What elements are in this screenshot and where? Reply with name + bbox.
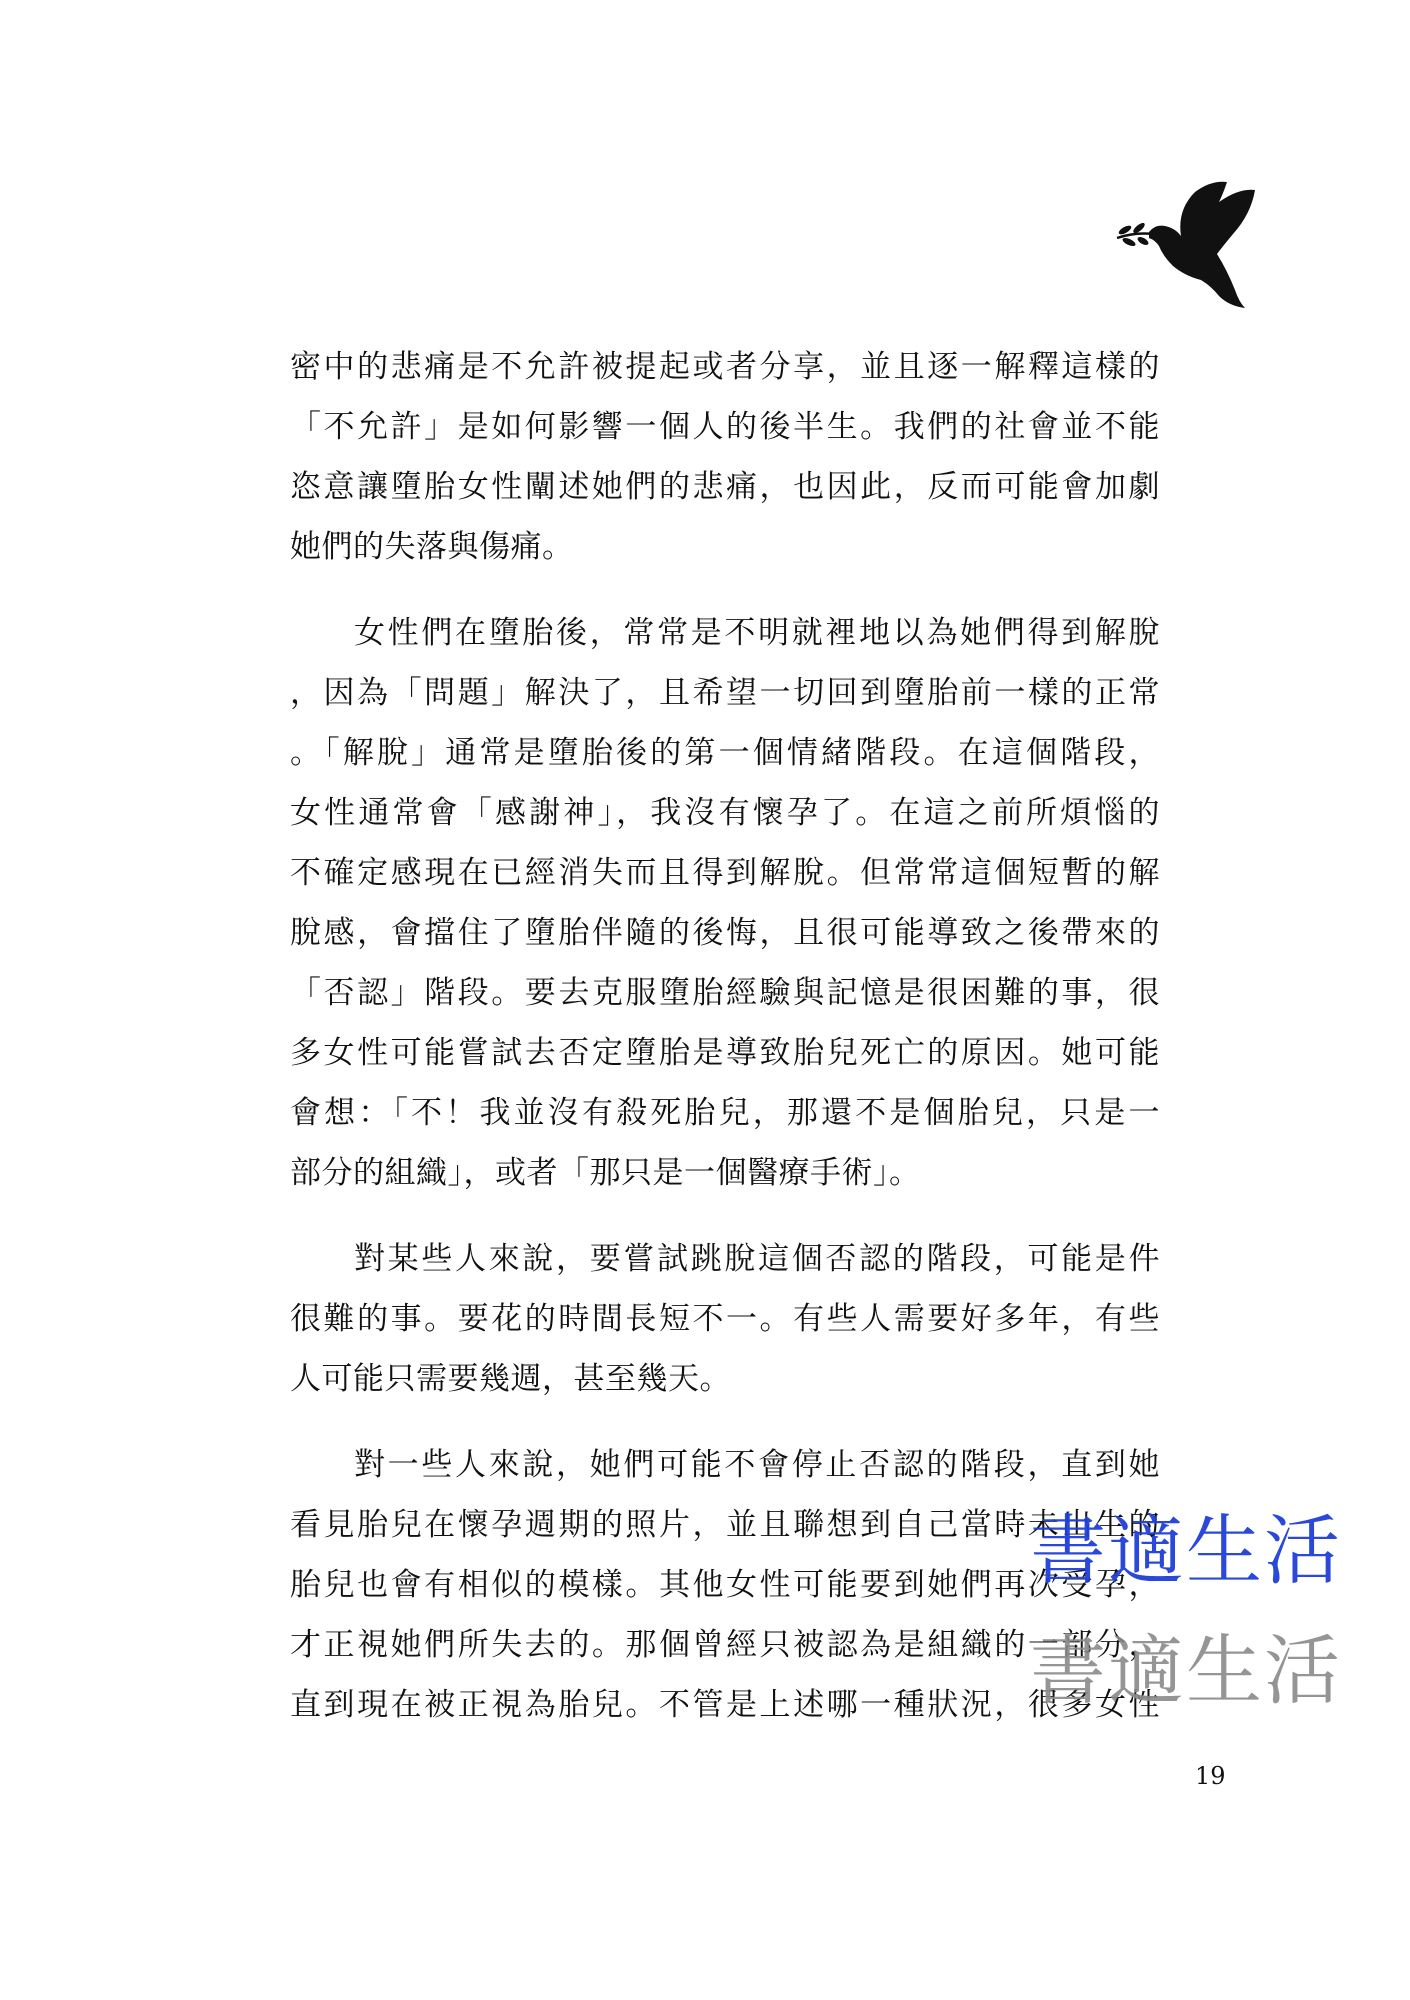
text-line: ，因為「問題」解決了，且希望一切回到墮胎前一樣的正常 bbox=[290, 675, 1160, 711]
text-line: 脫感，會擋住了墮胎伴隨的後悔，且很可能導致之後帶來的 bbox=[290, 915, 1160, 951]
text-line: 她們的失落與傷痛。 bbox=[290, 529, 574, 565]
text-line: 人可能只需要幾週，甚至幾天。 bbox=[290, 1361, 731, 1397]
text-line: 看見胎兒在懷孕週期的照片，並且聯想到自己當時未出生的 bbox=[290, 1507, 1160, 1543]
text-line: 很難的事。要花的時間長短不一。有些人需要好多年，有些 bbox=[290, 1301, 1160, 1337]
dove-with-olive-branch-icon bbox=[1115, 180, 1260, 310]
text-line: 胎兒也會有相似的模樣。其他女性可能要到她們再次受孕， bbox=[290, 1567, 1160, 1603]
text-line: 。「解脫」通常是墮胎後的第一個情緒階段。在這個階段， bbox=[290, 735, 1160, 771]
watermark-gray: 書適生活 bbox=[1030, 1626, 1342, 1715]
text-line: 女性們在墮胎後，常常是不明就裡地以為她們得到解脫 bbox=[354, 615, 1160, 651]
text-line: 對一些人來說，她們可能不會停止否認的階段，直到她 bbox=[354, 1447, 1160, 1483]
text-line: 恣意讓墮胎女性闡述她們的悲痛，也因此，反而可能會加劇 bbox=[290, 469, 1160, 505]
text-line: 「否認」階段。要去克服墮胎經驗與記憶是很困難的事，很 bbox=[290, 975, 1160, 1011]
text-line: 「不允許」是如何影響一個人的後半生。我們的社會並不能 bbox=[290, 409, 1160, 445]
text-line: 對某些人來說，要嘗試跳脫這個否認的階段，可能是件 bbox=[354, 1241, 1160, 1277]
text-line: 會想：「不！我並沒有殺死胎兒，那還不是個胎兒，只是一 bbox=[290, 1095, 1160, 1131]
text-line: 多女性可能嘗試去否定墮胎是導致胎兒死亡的原因。她可能 bbox=[290, 1035, 1160, 1071]
text-line: 女性通常會「感謝神」，我沒有懷孕了。在這之前所煩惱的 bbox=[290, 795, 1160, 831]
text-line: 才正視她們所失去的。那個曾經只被認為是組織的一部分， bbox=[290, 1627, 1160, 1663]
page-number: 19 bbox=[1195, 1762, 1226, 1790]
text-line: 不確定感現在已經消失而且得到解脫。但常常這個短暫的解 bbox=[290, 855, 1160, 891]
watermark-blue: 書適生活 bbox=[1030, 1506, 1342, 1595]
text-line: 密中的悲痛是不允許被提起或者分享，並且逐一解釋這樣的 bbox=[290, 349, 1160, 385]
text-line: 部分的組織」，或者「那只是一個醫療手術」。 bbox=[290, 1155, 921, 1191]
text-line: 直到現在被正視為胎兒。不管是上述哪一種狀況，很多女性 bbox=[290, 1687, 1160, 1723]
